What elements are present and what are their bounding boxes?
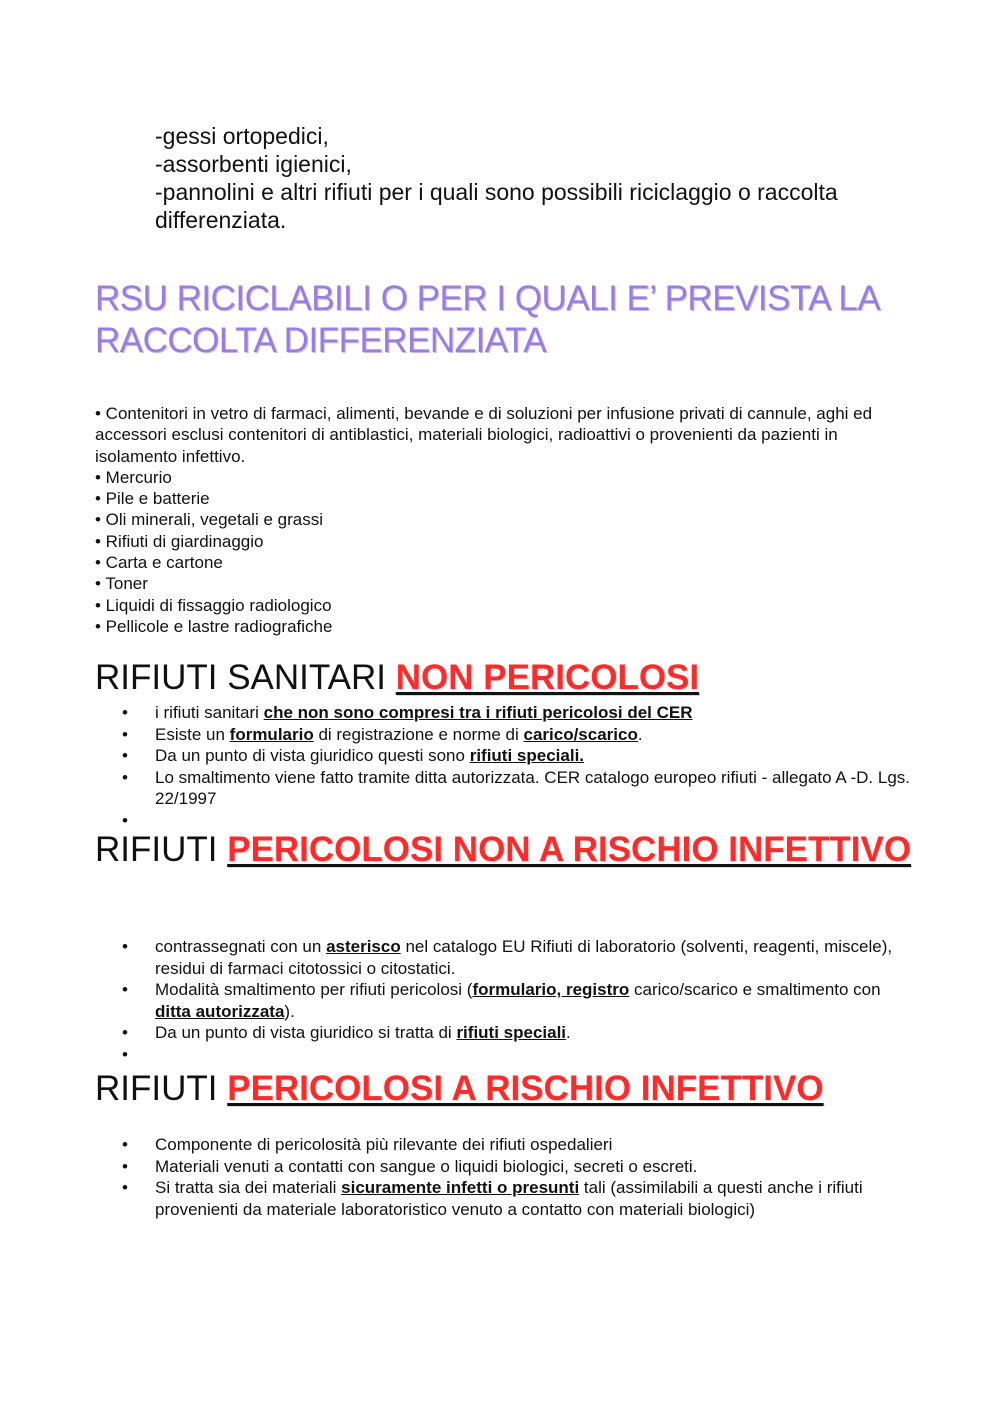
heading-red: NON PERICOLOSI — [395, 658, 700, 697]
list-item: • Contenitori in vetro di farmaci, alimenti, bevande e di soluzioni per infusione privati di cannule, aghi ed accessori esclusi contenitori di antiblastici, materiali biologici, radioattivi o provenienti da pazienti in isolamento infettivo. — [95, 404, 873, 466]
list-item: • Lo smaltimento viene fatto tramite ditta autorizzata. CER catalogo europeo rifiuti - allegato A -D. Lgs. 22/1997 — [155, 767, 915, 810]
list-item: • Pile e batterie — [95, 489, 210, 509]
heading-plain: RIFIUTI SANITARI — [95, 658, 396, 697]
list-item: • Da un punto di vista giuridico si tratta di rifiuti speciali. — [155, 1022, 915, 1044]
list-item: • Oli minerali, vegetali e grassi — [95, 510, 323, 530]
list-item: -gessi ortopedici, — [155, 123, 329, 149]
list-item: • Rifiuti di giardinaggio — [95, 531, 264, 551]
heading-red: PERICOLOSI A RISCHIO INFETTIVO — [227, 1069, 824, 1108]
non-pericolosi-heading — [95, 657, 935, 699]
rsu-list — [95, 403, 915, 637]
list-item: • Carta e cartone — [95, 553, 223, 573]
list-item: • Componente di pericolosità più rilevante dei rifiuti ospedalieri — [155, 1134, 915, 1156]
empty-list-item — [155, 1044, 915, 1066]
list-item: • Si tratta sia dei materiali sicuramente infetti o presunti tali (assimilabili a questi anche i rifiuti provenienti da materiale laboratoristico venuto a contatto con materiali biologici) — [155, 1177, 915, 1220]
heading-red: PERICOLOSI NON A RISCHIO INFETTIVO — [227, 830, 912, 869]
rsu-heading: RSU RICICLABILI O PER I QUALI E’ PREVISTA LA RACCOLTA DIFFERENZIATA — [95, 279, 879, 360]
list-item: • Toner — [95, 574, 148, 594]
list-item: -assorbenti igienici, — [155, 151, 352, 177]
list-item: -pannolini e altri rifiuti per i quali sono possibili riciclaggio o raccolta differenziata. — [155, 179, 838, 233]
list-item: • Materiali venuti a contatti con sangue o liquidi biologici, secreti o escreti. — [155, 1156, 915, 1178]
heading-plain: RIFIUTI — [95, 1069, 228, 1108]
list-item: • Pellicole e lastre radiografiche — [95, 616, 333, 636]
list-item: • Modalità smaltimento per rifiuti pericolosi (formulario, registro carico/scarico e smaltimento con ditta autorizzata). — [155, 979, 915, 1022]
list-item: • Mercurio — [95, 467, 172, 487]
list-item: • contrassegnati con un asterisco nel catalogo EU Rifiuti di laboratorio (solventi, reagenti, miscele), residui di farmaci citotossici o citostatici. — [155, 936, 915, 979]
non-pericolosi-list — [155, 702, 915, 832]
list-item: • Liquidi di fissaggio radiologico — [95, 595, 332, 615]
heading-plain: RIFIUTI — [95, 830, 228, 869]
top-list — [155, 122, 935, 234]
pericolosi-infettivo-list — [155, 1134, 915, 1220]
list-item: • i rifiuti sanitari che non sono compresi tra i rifiuti pericolosi del CER — [155, 702, 915, 724]
list-item: • Da un punto di vista giuridico questi sono rifiuti speciali. — [155, 745, 915, 767]
pericolosi-non-infettivo-list — [155, 936, 915, 1066]
pericolosi-infettivo-heading — [95, 1068, 935, 1110]
pericolosi-non-infettivo-heading — [95, 829, 935, 871]
list-item: • Esiste un formulario di registrazione e norme di carico/scarico. — [155, 724, 915, 746]
